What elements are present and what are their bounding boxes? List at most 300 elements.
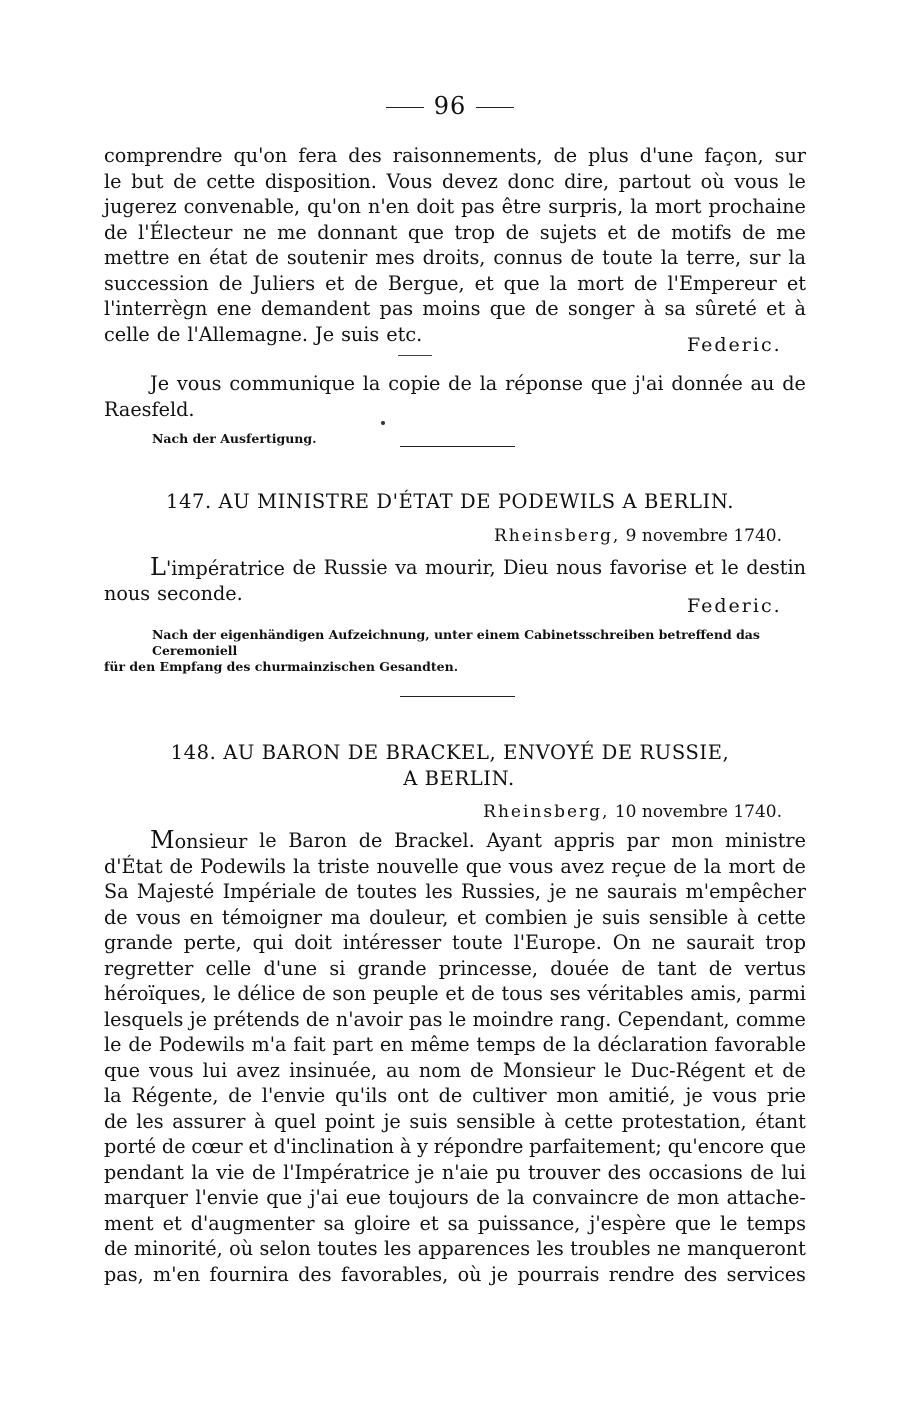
word: de (673, 854, 697, 878)
word: toute (452, 931, 503, 954)
word: je (576, 905, 594, 929)
word: nous (555, 556, 603, 579)
word: toutes (356, 880, 418, 903)
word: Brackel. (394, 829, 475, 852)
word: pas, (104, 1262, 144, 1286)
text-line (104, 1083, 806, 1109)
word: mes (375, 246, 415, 269)
page-number: 96 (433, 92, 467, 120)
word: façon, (704, 144, 764, 167)
word: l'Europe. (513, 931, 602, 954)
word: en (189, 905, 214, 929)
word: Sa (104, 880, 129, 903)
text-line (104, 1262, 806, 1288)
word: rang. (559, 1007, 612, 1031)
word: Monsieur (502, 1058, 596, 1082)
word: je (417, 1160, 435, 1184)
word: de (782, 1058, 806, 1082)
word: et (474, 271, 494, 295)
word: Cependant, (617, 1007, 730, 1031)
word: j'ai (309, 1186, 339, 1209)
word: le (788, 169, 806, 193)
word: de (782, 372, 806, 395)
word: à (399, 1135, 412, 1158)
word: toutes (317, 1237, 378, 1260)
word: combien (484, 905, 568, 929)
word: vous (149, 1058, 194, 1082)
word: les (536, 1237, 564, 1260)
word: de (305, 1007, 330, 1031)
word: et (248, 1135, 268, 1158)
word: de (646, 1186, 670, 1209)
word: et (754, 1058, 774, 1082)
word: la (507, 1186, 525, 1209)
word: puissance, (477, 1211, 581, 1235)
word: et (325, 271, 345, 295)
text-line (104, 245, 806, 271)
word: vertus (744, 956, 806, 980)
word: l'interrègn (104, 297, 208, 320)
word: Dieu (503, 556, 549, 579)
word: grande (104, 931, 173, 954)
word: ma (330, 905, 361, 929)
letter-147-place: Rheinsberg, (493, 526, 621, 546)
letter-147-date: 9 novembre 1740. (625, 526, 782, 546)
word: soutenir (286, 246, 368, 269)
word: cette (564, 1109, 614, 1133)
word: de (476, 1186, 500, 1209)
word: Podewils (158, 1033, 245, 1056)
word: je (685, 1084, 703, 1107)
word: sur (749, 246, 781, 269)
word: suis (409, 1109, 448, 1133)
letter-148-date: 10 novembre 1740. (614, 802, 782, 822)
word: au (750, 372, 775, 395)
word: de (104, 1109, 128, 1133)
word: de (218, 271, 243, 295)
word: amitié, (608, 1084, 676, 1107)
word: la (660, 246, 679, 269)
word: de (161, 1135, 186, 1158)
word: où (229, 1237, 254, 1260)
word: Baron (288, 829, 347, 852)
word: de (173, 169, 197, 193)
word: tant (657, 956, 697, 980)
word: le (213, 982, 231, 1005)
text-line (104, 854, 806, 880)
word: manqueront (687, 1237, 806, 1260)
word: prie (767, 1084, 806, 1107)
word: douleur, (369, 905, 449, 929)
word: ont (397, 1084, 429, 1107)
word: que (489, 297, 526, 320)
word: regretter (104, 956, 194, 980)
initial-capital: M (150, 826, 175, 854)
prev-letter-postscript (104, 371, 806, 422)
word: de (302, 982, 326, 1005)
word: communique (229, 372, 355, 395)
word: destin (746, 556, 806, 579)
word: et (445, 982, 465, 1005)
word: convenable, (183, 195, 301, 218)
word: les (136, 1109, 164, 1133)
word: surpris, (548, 195, 624, 218)
word: par (626, 829, 660, 852)
text-line (104, 1211, 806, 1237)
word: comprendre (104, 144, 223, 167)
dash-right (476, 107, 514, 108)
word: sujets (539, 220, 597, 244)
word: de (535, 297, 559, 320)
word: ne (574, 880, 599, 903)
word: d'une (639, 144, 694, 167)
word: de (438, 1084, 463, 1107)
word: seconde. (157, 581, 243, 605)
text-line (104, 1236, 806, 1262)
word: cœur (191, 1135, 243, 1158)
word: songer (567, 297, 635, 320)
text-line (104, 1058, 806, 1084)
word: l'Empereur (667, 271, 777, 295)
text-line (104, 1185, 806, 1211)
word: troubles (570, 1237, 651, 1260)
word: nous (104, 581, 151, 605)
word: le (721, 556, 739, 579)
word: doit (294, 931, 332, 954)
word: véritables (587, 982, 684, 1005)
word: porté (104, 1135, 157, 1158)
word: va (395, 556, 418, 579)
word: apparences (417, 1237, 531, 1260)
word: de (553, 144, 578, 167)
word: l'Impératrice (283, 1160, 410, 1184)
word: toute (602, 246, 653, 269)
text-line (104, 220, 806, 246)
word: et (694, 556, 714, 579)
word: pas (408, 1007, 443, 1031)
word: de (505, 220, 530, 244)
word: la (573, 1033, 591, 1056)
short-rule (398, 355, 432, 356)
word: dire, (564, 169, 610, 193)
word: pas (461, 195, 495, 218)
word: jugerez (104, 195, 177, 218)
word: mourir, (425, 556, 496, 579)
word: à (544, 1109, 556, 1133)
word: héroïques, (104, 982, 207, 1005)
word: vous (734, 169, 779, 193)
word: etc. (386, 322, 423, 346)
word: de (448, 372, 472, 395)
word: de (292, 556, 317, 579)
word: mon (671, 829, 714, 852)
word: le (448, 1007, 467, 1031)
word: pas (379, 297, 414, 320)
word: la (191, 1160, 209, 1184)
word: prochaine (708, 195, 806, 218)
word: moins (422, 297, 481, 320)
text-line (104, 930, 806, 956)
letter-147-dateline (494, 526, 782, 546)
word: Monsieur (150, 826, 248, 854)
word: en (177, 246, 202, 269)
word: d'une (263, 956, 318, 980)
word: de (228, 1084, 252, 1107)
word: Régente, (131, 1084, 219, 1107)
word: d'État (104, 854, 163, 878)
word: insinuée, (289, 1058, 378, 1082)
word: m'empêcher (685, 880, 806, 903)
word: rendre (608, 1262, 675, 1286)
word: le (104, 169, 122, 193)
word: assurer (172, 1109, 246, 1133)
word: des (348, 144, 382, 167)
word: demandent (260, 297, 371, 320)
word: vie (216, 1160, 245, 1184)
word: lesquels (104, 1007, 184, 1031)
letter-147-heading: 147. AU MINISTRE D'ÉTAT DE PODEWILS A BERLIN. (165, 490, 735, 513)
word: raisonnements, (392, 144, 543, 167)
word: et (607, 220, 627, 244)
word: sa (447, 1211, 469, 1235)
section-rule (400, 446, 515, 447)
word: lui (781, 1160, 806, 1184)
word: parmi (748, 982, 806, 1005)
word: fera (298, 144, 338, 167)
word: fait (293, 1033, 326, 1056)
word: prétends (213, 1007, 300, 1031)
word: comme (735, 1007, 806, 1031)
word: ses (549, 982, 581, 1005)
dash-left (386, 107, 424, 108)
word: mort (577, 271, 624, 295)
word: et (456, 905, 477, 929)
word: favorable (714, 1033, 806, 1056)
word: n'en (368, 195, 410, 218)
text-line (104, 879, 806, 905)
word: disposition. (264, 169, 377, 193)
word: partout (618, 169, 692, 193)
word: part (332, 1033, 374, 1056)
word: eue (345, 1186, 381, 1209)
text-line (104, 555, 806, 581)
word: que (407, 220, 444, 244)
text-line (104, 1007, 806, 1033)
word: à (643, 297, 656, 320)
word: de (621, 956, 646, 980)
word: intéresser (342, 931, 442, 954)
letter-147-source-note (104, 627, 810, 675)
word: Podewils (200, 854, 287, 878)
word: y (417, 1135, 428, 1158)
word: n'avoir (335, 1007, 403, 1031)
text-line (104, 981, 806, 1007)
word: vous (176, 372, 222, 395)
word: j'espère (589, 1211, 666, 1235)
word: à (736, 905, 749, 929)
text-line (104, 143, 806, 169)
word: à (794, 297, 806, 320)
word: temps (476, 1033, 536, 1056)
letter-148-heading: 148. AU BARON DE BRACKEL, ENVOYÉ DE RUSSIE, (170, 741, 730, 764)
word: la (788, 246, 806, 269)
word: de (636, 220, 661, 244)
word: pendant (104, 1160, 184, 1184)
text-line (104, 905, 806, 931)
word: d'augmenter (190, 1211, 315, 1235)
word: de (354, 271, 378, 295)
word: la (362, 372, 381, 395)
word: lui (202, 1058, 228, 1082)
word: vous (508, 854, 554, 878)
word: ministre (725, 829, 806, 852)
text-line (104, 1109, 806, 1135)
word: mon (556, 1084, 599, 1107)
word: convaincre (532, 1186, 639, 1209)
word: qui (252, 931, 284, 954)
word: mettre (104, 246, 170, 269)
word: si (329, 956, 346, 980)
word: de (708, 956, 733, 980)
text-line (104, 1032, 806, 1058)
word: la (104, 1084, 122, 1107)
word: des (683, 1262, 718, 1286)
word: nom (418, 1058, 462, 1082)
word: vous (712, 1084, 758, 1107)
word: au (386, 1058, 410, 1082)
source-line-2: für den Empfang des churmainzischen Gesandten. (104, 659, 459, 674)
letter-147-signature: Federic. (687, 595, 782, 617)
word: de (255, 246, 279, 269)
word: Bergue, (387, 271, 465, 295)
word: de (128, 1033, 152, 1056)
word: de (104, 220, 128, 244)
word: avez (560, 854, 605, 878)
word: d'inclination (273, 1135, 394, 1158)
word: de (470, 1058, 494, 1082)
word: ne (651, 931, 676, 954)
word: avez (236, 1058, 281, 1082)
letter-148-dateline (483, 802, 782, 822)
prev-letter-body (104, 143, 806, 347)
text-line (104, 1160, 806, 1186)
word: de (104, 905, 128, 929)
word: m'a (251, 1033, 287, 1056)
word: je (549, 880, 567, 903)
word: but (131, 169, 164, 193)
word: reçue (611, 854, 667, 878)
prev-letter-signature: Federic. (687, 334, 782, 356)
word: que (266, 1186, 303, 1209)
word: sa (323, 1211, 345, 1235)
word: même (410, 1033, 470, 1056)
text-line (104, 397, 806, 423)
word: l'Allemagne. (187, 322, 308, 346)
word: où (700, 169, 725, 193)
word: de (782, 854, 806, 878)
text-line (104, 296, 806, 322)
word: Majesté (136, 880, 215, 903)
page-number-header (0, 92, 900, 120)
word: que (465, 854, 502, 878)
word: sur (774, 144, 806, 167)
word: trop (454, 220, 496, 244)
word: répondre (433, 1135, 524, 1158)
word: qu'encore (667, 1135, 765, 1158)
word: grande (357, 956, 427, 980)
word: Duc-Régent (630, 1058, 746, 1082)
section-rule-2 (400, 696, 515, 697)
word: moindre (472, 1007, 554, 1031)
word: le (720, 1211, 738, 1235)
word: occasions (648, 1160, 743, 1184)
text-line (104, 1134, 806, 1160)
word: qu'on (307, 195, 361, 218)
letter-148-heading-line-2: A BERLIN. (403, 767, 515, 790)
letter-148-body (104, 828, 806, 1287)
word: de (358, 829, 383, 852)
word: droits, (422, 246, 486, 269)
word: que (104, 1058, 140, 1082)
text-line (104, 828, 806, 854)
word: suis (602, 905, 641, 929)
text-line (104, 169, 806, 195)
word: mort (728, 854, 776, 878)
text-line (104, 194, 806, 220)
word: motifs (671, 220, 732, 244)
word: l'envie (195, 1186, 259, 1209)
word: le (104, 1033, 122, 1056)
word: le (259, 829, 277, 852)
word: des (298, 1262, 332, 1286)
word: étant (755, 1109, 806, 1133)
word: que (503, 271, 540, 295)
source-line-1: Nach der eigenhändigen Aufzeichnung, unter einem Cabinetsschreiben betreffend das Ceremoniell (152, 627, 760, 658)
word: la (549, 271, 568, 295)
word: la (293, 854, 311, 878)
word: et (162, 1211, 182, 1235)
word: donc (507, 169, 555, 193)
initial-capital: L (150, 553, 166, 581)
word: doit (416, 195, 455, 218)
word: donnée (671, 372, 743, 395)
word: à (254, 1109, 266, 1133)
word: les (384, 1237, 412, 1260)
word: quel (274, 1109, 317, 1133)
word: favorables, (340, 1262, 449, 1286)
word: copie (388, 372, 441, 395)
word: de (324, 880, 349, 903)
word: temps (746, 1211, 806, 1235)
word: point (324, 1109, 375, 1133)
word: sûreté (695, 297, 757, 320)
word: je (189, 1007, 207, 1031)
word: princesse, (438, 956, 538, 980)
word: douée (550, 956, 610, 980)
word: favorise (609, 556, 688, 579)
word: L'impératrice (150, 553, 285, 581)
word: cultiver (472, 1084, 547, 1107)
word: où (457, 1262, 482, 1286)
word: l'Électeur (138, 220, 233, 244)
word: état (209, 246, 248, 269)
ink-speck (381, 421, 385, 425)
word: trop (765, 931, 806, 954)
word: appris (553, 829, 615, 852)
word: je (383, 1109, 401, 1133)
word: de (750, 1160, 774, 1184)
word: de (169, 854, 194, 878)
